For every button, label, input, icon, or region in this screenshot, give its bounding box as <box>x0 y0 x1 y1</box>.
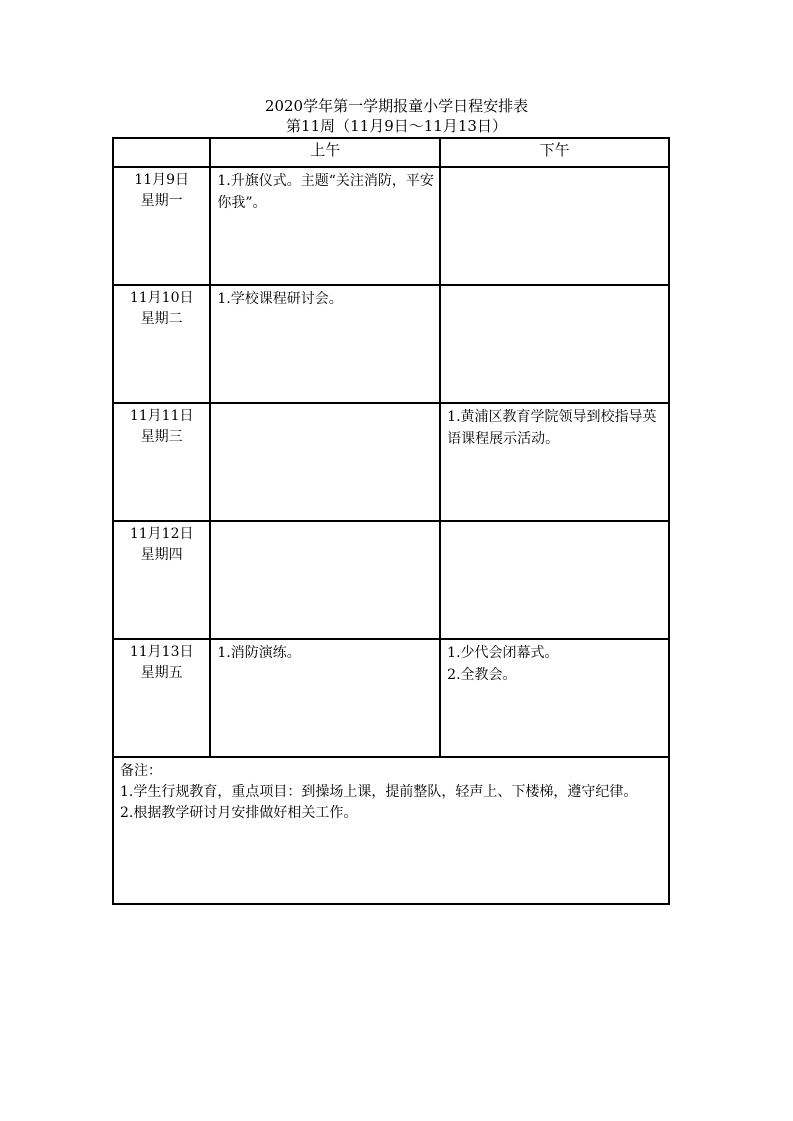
weekday-label: 星期一 <box>140 193 183 209</box>
weekday-label: 星期三 <box>140 429 183 445</box>
task-item: 1.消防演练。 <box>217 645 301 661</box>
table-row-monday <box>113 167 669 285</box>
header-morning: 上午 <box>210 138 440 167</box>
date-label: 11月10日 <box>129 290 194 306</box>
task-item: 1.升旗仪式。主题“关注消防，平安你我”。 <box>217 173 434 211</box>
header-day <box>113 138 210 167</box>
note-item: 2.根据教学研讨月安排做好相关工作。 <box>120 805 358 821</box>
task-item: 1.黄浦区教育学院领导到校指导英语课程展示活动。 <box>447 409 657 447</box>
schedule-table <box>112 137 670 905</box>
day-cell <box>113 403 210 521</box>
table-row-thursday <box>113 521 669 639</box>
weekday-label: 星期五 <box>140 665 183 681</box>
task-item: 2.全教会。 <box>447 667 517 683</box>
date-label: 11月9日 <box>134 172 190 188</box>
document-title: 2020学年第一学期报童小学日程安排表 <box>264 97 529 115</box>
date-label: 11月13日 <box>129 644 194 660</box>
notes-row <box>113 757 669 904</box>
date-label: 11月11日 <box>129 408 194 424</box>
afternoon-cell <box>440 403 669 521</box>
day-cell <box>113 639 210 757</box>
morning-cell <box>210 521 440 639</box>
afternoon-cell <box>440 285 669 403</box>
afternoon-cell <box>440 167 669 285</box>
notes-label: 备注： <box>120 763 162 779</box>
day-cell <box>113 167 210 285</box>
task-item: 1.学校课程研讨会。 <box>217 291 343 307</box>
notes-cell <box>113 757 669 904</box>
document-subtitle: 第11周（11月9日～11月13日） <box>286 117 507 135</box>
task-item: 1.少代会闭幕式。 <box>447 645 559 661</box>
weekday-label: 星期二 <box>140 311 183 327</box>
table-row-tuesday <box>113 285 669 403</box>
day-cell <box>113 521 210 639</box>
table-header-row <box>113 138 669 167</box>
weekday-label: 星期四 <box>140 547 183 563</box>
afternoon-cell <box>440 639 669 757</box>
morning-cell <box>210 403 440 521</box>
header-afternoon: 下午 <box>440 138 669 167</box>
day-cell <box>113 285 210 403</box>
morning-cell <box>210 639 440 757</box>
note-item: 1.学生行规教育，重点项目：到操场上课，提前整队，轻声上、下楼梯，遵守纪律。 <box>120 784 638 800</box>
date-label: 11月12日 <box>129 526 194 542</box>
table-row-wednesday <box>113 403 669 521</box>
afternoon-cell <box>440 521 669 639</box>
table-row-friday <box>113 639 669 757</box>
morning-cell <box>210 167 440 285</box>
morning-cell <box>210 285 440 403</box>
